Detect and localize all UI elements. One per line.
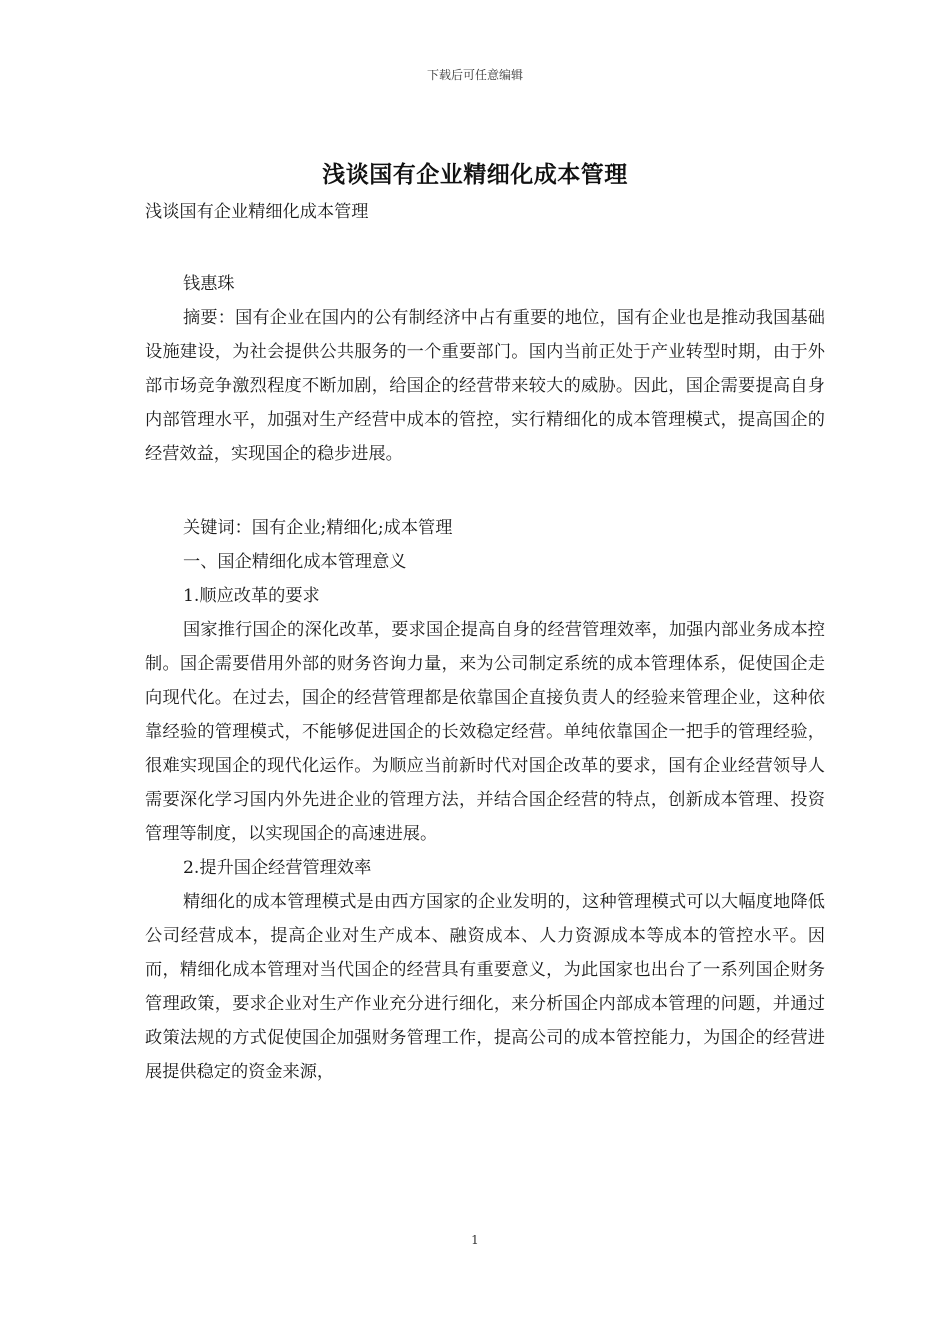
body-paragraph-1: 国家推行国企的深化改革，要求国企提高自身的经营管理效率，加强内部业务成本控制。国企需要借用外部的财务咨询力量，来为公司制定系统的成本管理体系，促使国企走向现代化。在过去，国企的经营管理都是依靠国企直接负责人的经验来管理企业，这种依靠经验的管理模式，不能够促进国企的长效稳定经营。单纯依靠国企一把手的管理经验，很难实现国企的现代化运作。为顺应当前新时代对国企改革的要求，国有企业经营领导人需要深化学习国内外先进企业的管理方法，并结合国企经营的特点，创新成本管理、投资管理等制度，以实现国企的高速进展。 <box>145 620 825 844</box>
keywords-line: 关键词：国有企业;精细化;成本管理 <box>183 518 453 538</box>
subsection-heading-1: 1.顺应改革的要求 <box>183 586 320 606</box>
body-paragraph-2: 精细化的成本管理模式是由西方国家的企业发明的，这种管理模式可以大幅度地降低公司经营成本，提高企业对生产成本、融资成本、人力资源成本等成本的管控水平。因而，精细化成本管理对当代国企的经营具有重要意义，为此国家也出台了一系列国企财务管理政策，要求企业对生产作业充分进行细化，来分析国企内部成本管理的问题，并通过政策法规的方式促使国企加强财务管理工作，提高公司的成本管控能力，为国企的经营进展提供稳定的资金来源， <box>145 892 825 1082</box>
author-name: 钱惠珠 <box>183 274 235 294</box>
section-heading-1: 一、国企精细化成本管理意义 <box>183 552 407 572</box>
page-number: 1 <box>471 1233 479 1247</box>
header-note: 下载后可任意编辑 <box>426 68 523 82</box>
subtitle: 浅谈国有企业精细化成本管理 <box>145 202 369 222</box>
document-body <box>145 195 825 1089</box>
document-title: 浅谈国有企业精细化成本管理 <box>322 162 628 188</box>
subsection-heading-2: 2.提升国企经营管理效率 <box>183 858 372 878</box>
abstract-paragraph: 摘要：国有企业在国内的公有制经济中占有重要的地位，国有企业也是推动我国基础设施建设，为社会提供公共服务的一个重要部门。国内当前正处于产业转型时期，由于外部市场竞争激烈程度不断加剧，给国企的经营带来较大的威胁。因此，国企需要提高自身内部管理水平，加强对生产经营中成本的管控，实行精细化的成本管理模式，提高国企的经营效益，实现国企的稳步进展。 <box>145 308 825 464</box>
